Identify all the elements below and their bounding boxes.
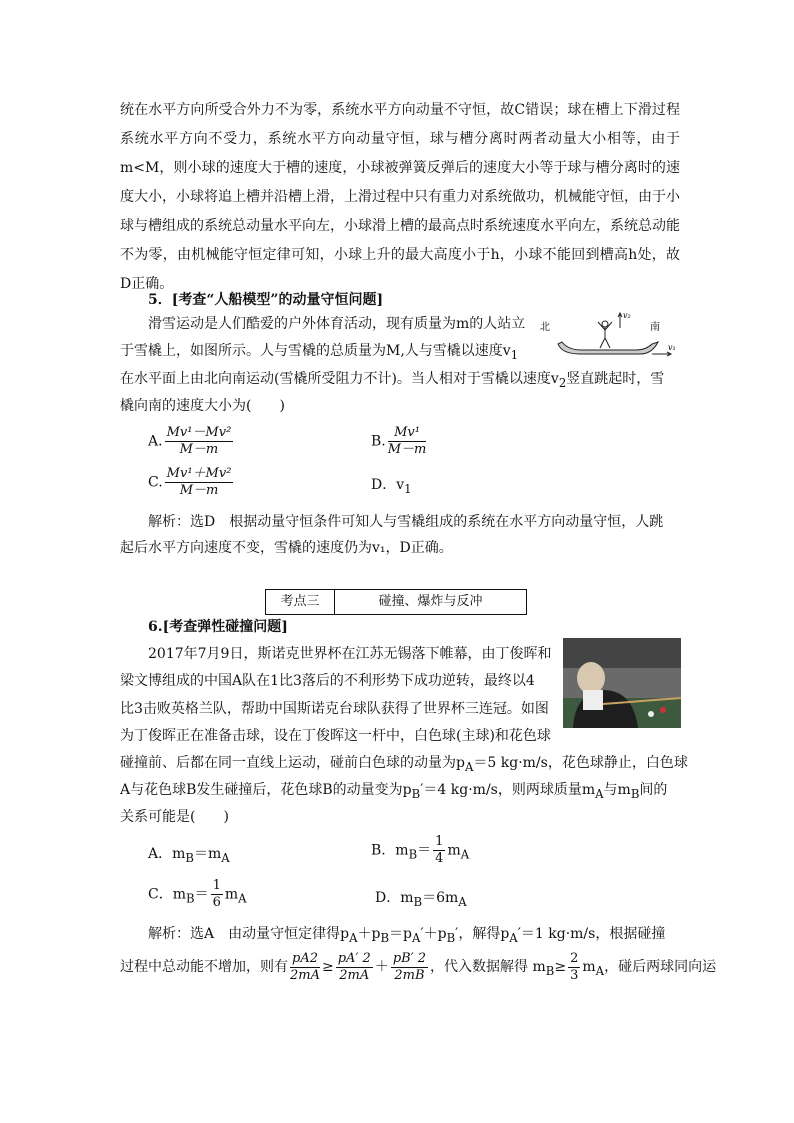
q6-option-a: A．$m_B=m_A$ — [148, 846, 230, 865]
q5-option-d: D．$v_1$ — [371, 477, 412, 496]
section-label: 考点三 — [266, 590, 335, 614]
q6-option-d: D．$m_B=6m_A$ — [375, 890, 467, 909]
q6-option-b: B．$m_B=$ $\frac{1}{4}$ $m_A$ — [371, 834, 470, 866]
q6-stem-line-2: 梁文博组成的中国A队在1比3落后的不利形势下成功逆转，最终以4 — [120, 673, 535, 689]
paragraph-continuation: 统在水平方向所受合外力不为零，系统水平方向动量不守恒，故C错误；球在槽上下滑过程系统水平方向不受力，系统水平方向动量守恒，球与槽分离时两者动量大小相等，由于m<M，则小球的速度大于槽的速度，小球被弹簧反弹后的速度大小等于球与槽分离时的速度大小，小球将追上槽并沿槽上滑，上滑过程中只有重力对系统做功，机械能守恒，由于小球与槽组成的系统总动量水平向左，小球滑上槽的最高点时系统速度水平向左，系统总动能不为零，由机械能守恒定律可知，小球上升的最大高度小于h，小球不能回到槽高h处，故D正确。 — [120, 102, 680, 292]
q5-heading: 5．[考查“人船模型”的动量守恒问题] — [148, 292, 384, 308]
q6-stem-line-3: 比3击败英格兰队，帮助中国斯诺克台球队获得了世界杯三连冠。如图 — [120, 701, 549, 717]
q5-stem-line-1: 滑雪运动是人们酷爱的户外体育活动，现有质量为m的人站立 — [148, 316, 526, 332]
v1-label: v₁ — [668, 343, 676, 352]
q6-stem-line-4: 为丁俊晖正在准备击球，设在丁俊晖这一杆中，白色球(主球)和花色球 — [120, 728, 551, 744]
q6-heading: 6.[考查弹性碰撞问题] — [148, 619, 288, 635]
snooker-player-photo — [563, 638, 681, 728]
q6-stem-line-5: 碰撞前、后都在同一直线上运动，碰前白色球的动量为$p_A=5$ kg·m/s，花色球静止，白色球 — [120, 755, 688, 774]
q5-option-c: C. $\frac{\text{Mv¹＋Mv²}}{M-m}$ — [148, 466, 232, 498]
person-head — [602, 321, 608, 327]
q5-stem-line-4: 橇向南的速度大小为( ) — [120, 398, 285, 414]
q5-option-b: B. $\frac{\text{Mv¹}}{M-m}$ — [371, 425, 427, 457]
fig-north-label: 北 — [540, 322, 550, 333]
q5-stem-line-2: 于雪橇上，如图所示。人与雪橇的总质量为M,人与雪橇以速度$v_1$ — [120, 343, 519, 362]
q6-solution-line-2: 过程中总动能不增加，则有 $\frac{pA2}{2mA}$ ≥ $\frac{pA' 2}{2mA}$ ＋ $\frac{pB' 2}{2mB}$ ，代入数据解得 $m_B\ge$ $\frac{2}{3}$ $m_A$，碰后两球同向运 — [120, 950, 717, 983]
v2-label: v₂ — [623, 311, 631, 320]
section-header-box — [265, 589, 527, 615]
q6-stem-line-7: 关系可能是( ) — [120, 809, 229, 825]
q5-solution-line-2: 起后水平方向速度不变，雪橇的速度仍为v₁，D正确。 — [120, 540, 453, 556]
section-title: 碰撞、爆炸与反冲 — [378, 594, 483, 609]
q6-solution-line-1: 解析：选A 由动量守恒定律得$p_A+p_B=p_A'+p_B'$，解得$p_A'=1$ kg·m/s，根据碰撞 — [148, 926, 666, 945]
q5-option-a: A. $\frac{\text{Mv¹－Mv²}}{M-m}$ — [148, 425, 232, 457]
q6-stem-line-6: A与花色球B发生碰撞后，花色球B的动量变为$p_B'=4$ kg·m/s，则两球质量$m_A$与$m_B$间的 — [120, 782, 668, 801]
sled-figure — [540, 310, 680, 360]
fig-south-label: 南 — [650, 322, 660, 333]
q5-stem-line-3: 在水平面上由北向南运动(雪橇所受阻力不计)。当人相对于雪橇以速度$v_2$竖直跳起时，雪 — [120, 371, 665, 390]
person-body — [598, 322, 612, 348]
q6-option-c: C．$m_B=$ $\frac{1}{6}$ $m_A$ — [148, 878, 247, 910]
q6-stem-line-1: 2017年7月9日，斯诺克世界杯在江苏无锡落下帷幕，由丁俊晖和 — [148, 646, 552, 662]
q5-solution-line-1: 解析：选D 根据动量守恒条件可知人与雪橇组成的系统在水平方向动量守恒，人跳 — [148, 514, 664, 530]
